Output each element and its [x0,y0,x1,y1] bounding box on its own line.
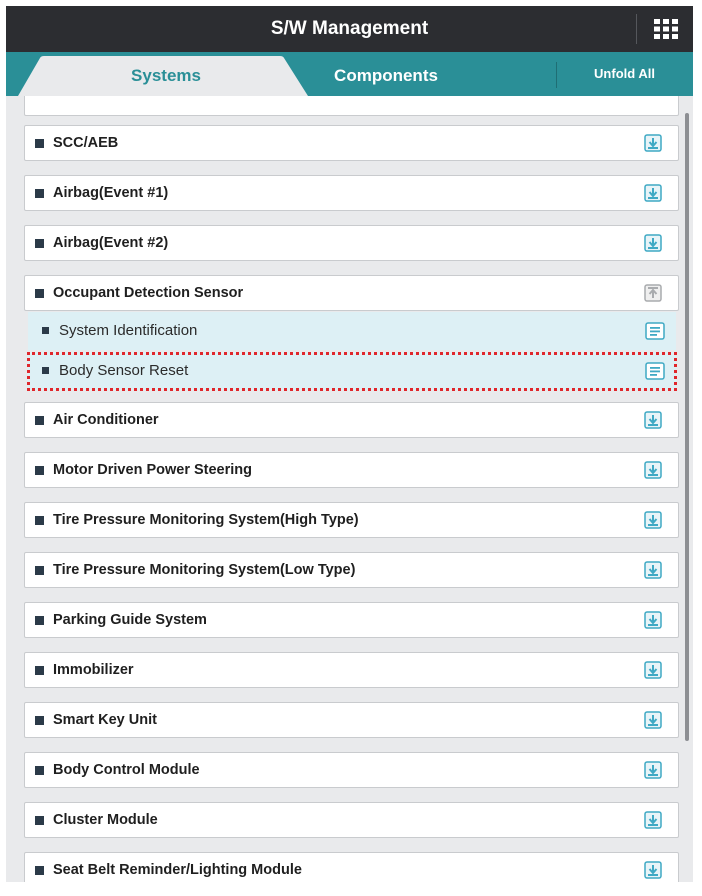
app-window [6,6,693,882]
expand-down-icon[interactable] [644,811,662,829]
list-item-occupant-detection-sensor[interactable] [24,275,679,311]
bullet-icon [35,416,44,425]
expand-down-icon[interactable] [644,511,662,529]
list-item-body-control-module[interactable] [24,752,679,788]
expand-down-icon[interactable] [644,411,662,429]
list-item-air-conditioner[interactable] [24,402,679,438]
sub-item-system-identification[interactable] [28,312,676,350]
system-list [6,96,693,882]
page-title: S/W Management [270,18,429,39]
bullet-icon [42,327,49,334]
bullet-icon [35,866,44,875]
sub-item-label: System Identification [59,322,198,339]
bullet-icon [35,289,44,298]
list-item-airbag-event-2[interactable] [24,225,679,261]
expand-down-icon[interactable] [644,611,662,629]
header-bar [6,6,693,52]
grid-icon [654,19,678,39]
list-item-label: Tire Pressure Monitoring System(High Type) [53,512,359,528]
bullet-icon [42,367,49,374]
list-item-label: Seat Belt Reminder/Lighting Module [53,862,302,878]
bullet-icon [35,516,44,525]
tab-systems[interactable]: Systems [131,66,201,85]
list-item-airbag-event-1[interactable] [24,175,679,211]
bullet-icon [35,616,44,625]
list-item-immobilizer[interactable] [24,652,679,688]
bullet-icon [35,666,44,675]
header-divider [636,14,637,44]
expand-down-icon[interactable] [644,661,662,679]
sub-item-label: Body Sensor Reset [59,362,189,379]
tab-bar [6,52,693,96]
list-item-label: Occupant Detection Sensor [53,285,244,301]
list-item-label: Airbag(Event #2) [53,235,169,251]
list-item-label: Immobilizer [53,662,134,678]
bullet-icon [35,766,44,775]
bullet-icon [35,466,44,475]
tab-divider [556,62,557,88]
list-item-label: Parking Guide System [53,612,207,628]
bullet-icon [35,816,44,825]
unfold-all-button[interactable]: Unfold All [594,66,655,81]
list-item-tpms-high-type[interactable] [24,502,679,538]
bullet-icon [35,189,44,198]
expand-down-icon[interactable] [644,184,662,202]
document-icon[interactable] [645,322,665,340]
list-item-motor-driven-power-steering[interactable] [24,452,679,488]
collapse-up-icon[interactable] [644,284,662,302]
list-item-label: Air Conditioner [53,412,159,428]
document-icon[interactable] [645,362,665,380]
list-item-label: Tire Pressure Monitoring System(Low Type) [53,562,356,578]
list-item-label: Smart Key Unit [53,712,157,728]
list-item-label: Cluster Module [53,812,158,828]
list-item-label: SCC/AEB [53,135,119,151]
list-item-label: Airbag(Event #1) [53,185,169,201]
list-item-label: Motor Driven Power Steering [53,462,253,478]
expand-down-icon[interactable] [644,234,662,252]
scrollbar[interactable] [685,113,689,741]
expand-down-icon[interactable] [644,134,662,152]
bullet-icon [35,239,44,248]
expand-down-icon[interactable] [644,761,662,779]
tab-components[interactable]: Components [334,66,438,85]
apps-menu-button[interactable] [646,14,686,44]
bullet-icon [35,716,44,725]
list-item-parking-guide-system[interactable] [24,602,679,638]
list-item-label: Body Control Module [53,762,200,778]
expand-down-icon[interactable] [644,561,662,579]
expand-down-icon[interactable] [644,861,662,879]
expand-down-icon[interactable] [644,711,662,729]
list-item-smart-key-unit[interactable] [24,702,679,738]
list-item-seat-belt-reminder-lighting-module[interactable] [24,852,679,882]
bullet-icon [35,566,44,575]
list-item[interactable] [24,96,679,116]
list-item-tpms-low-type[interactable] [24,552,679,588]
bullet-icon [35,139,44,148]
list-item-scc-aeb[interactable] [24,125,679,161]
list-item-cluster-module[interactable] [24,802,679,838]
sub-item-body-sensor-reset[interactable] [28,352,676,390]
expand-down-icon[interactable] [644,461,662,479]
